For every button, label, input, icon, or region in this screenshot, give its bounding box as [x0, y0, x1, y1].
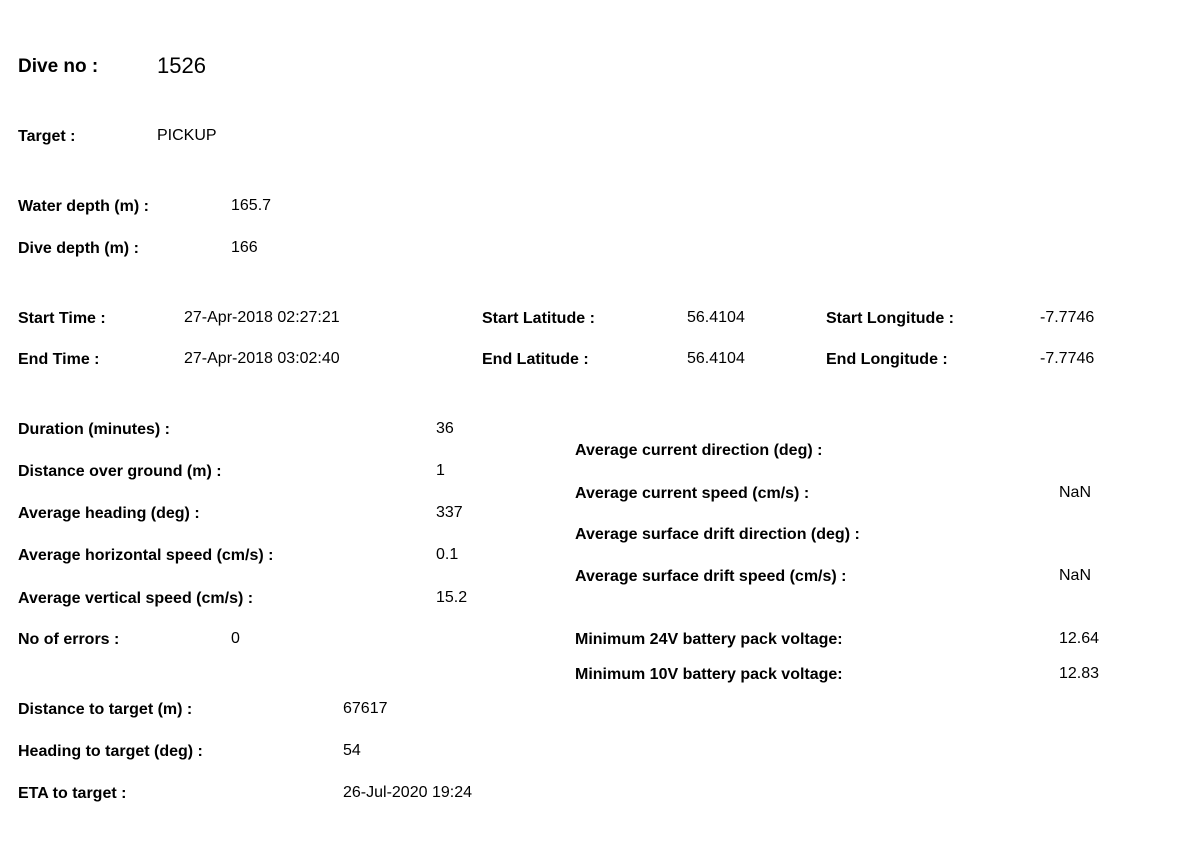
duration-label: Duration (minutes) : [18, 421, 170, 438]
end-time-value: 27-Apr-2018 03:02:40 [184, 350, 340, 367]
no-of-errors-label: No of errors : [18, 631, 120, 648]
eta-to-target-value: 26-Jul-2020 19:24 [343, 784, 472, 801]
distance-over-ground-label: Distance over ground (m) : [18, 463, 222, 480]
min-24v-battery-label: Minimum 24V battery pack voltage: [575, 631, 843, 648]
start-latitude-label: Start Latitude : [482, 310, 595, 327]
distance-over-ground-value: 1 [436, 462, 445, 479]
heading-to-target-label: Heading to target (deg) : [18, 743, 203, 760]
average-vertical-speed-label: Average vertical speed (cm/s) : [18, 590, 254, 607]
average-heading-value: 337 [436, 504, 463, 521]
min-24v-battery-value: 12.64 [1059, 630, 1100, 647]
end-longitude-label: End Longitude : [826, 351, 948, 368]
end-latitude-value: 56.4104 [687, 350, 745, 367]
start-longitude-label: Start Longitude : [826, 310, 954, 327]
dive-depth-value: 166 [231, 239, 258, 256]
average-surface-drift-speed-label: Average surface drift speed (cm/s) : [575, 568, 847, 585]
start-latitude-value: 56.4104 [687, 309, 745, 326]
target-value: PICKUP [157, 127, 217, 144]
water-depth-label: Water depth (m) : [18, 198, 149, 215]
heading-to-target-value: 54 [343, 742, 361, 759]
dive-no-label: Dive no : [18, 56, 99, 77]
average-current-speed-label: Average current speed (cm/s) : [575, 485, 810, 502]
start-time-value: 27-Apr-2018 02:27:21 [184, 309, 340, 326]
average-horizontal-speed-value: 0.1 [436, 546, 459, 563]
duration-value: 36 [436, 420, 454, 437]
distance-to-target-value: 67617 [343, 700, 388, 717]
dive-depth-label: Dive depth (m) : [18, 240, 139, 257]
average-vertical-speed-value: 15.2 [436, 589, 468, 606]
end-longitude-value: -7.7746 [1040, 350, 1095, 367]
average-surface-drift-direction-label: Average surface drift direction (deg) : [575, 526, 860, 543]
distance-to-target-label: Distance to target (m) : [18, 701, 193, 718]
start-time-label: Start Time : [18, 310, 106, 327]
average-heading-label: Average heading (deg) : [18, 505, 200, 522]
eta-to-target-label: ETA to target : [18, 785, 127, 802]
no-of-errors-value: 0 [231, 630, 240, 647]
min-10v-battery-label: Minimum 10V battery pack voltage: [575, 666, 843, 683]
average-current-direction-label: Average current direction (deg) : [575, 442, 823, 459]
average-current-speed-value: NaN [1059, 484, 1092, 501]
target-label: Target : [18, 128, 76, 145]
dive-no-value: 1526 [157, 53, 206, 78]
min-10v-battery-value: 12.83 [1059, 665, 1100, 682]
water-depth-value: 165.7 [231, 197, 272, 214]
end-latitude-label: End Latitude : [482, 351, 589, 368]
end-time-label: End Time : [18, 351, 100, 368]
average-horizontal-speed-label: Average horizontal speed (cm/s) : [18, 547, 274, 564]
start-longitude-value: -7.7746 [1040, 309, 1095, 326]
average-surface-drift-speed-value: NaN [1059, 567, 1092, 584]
